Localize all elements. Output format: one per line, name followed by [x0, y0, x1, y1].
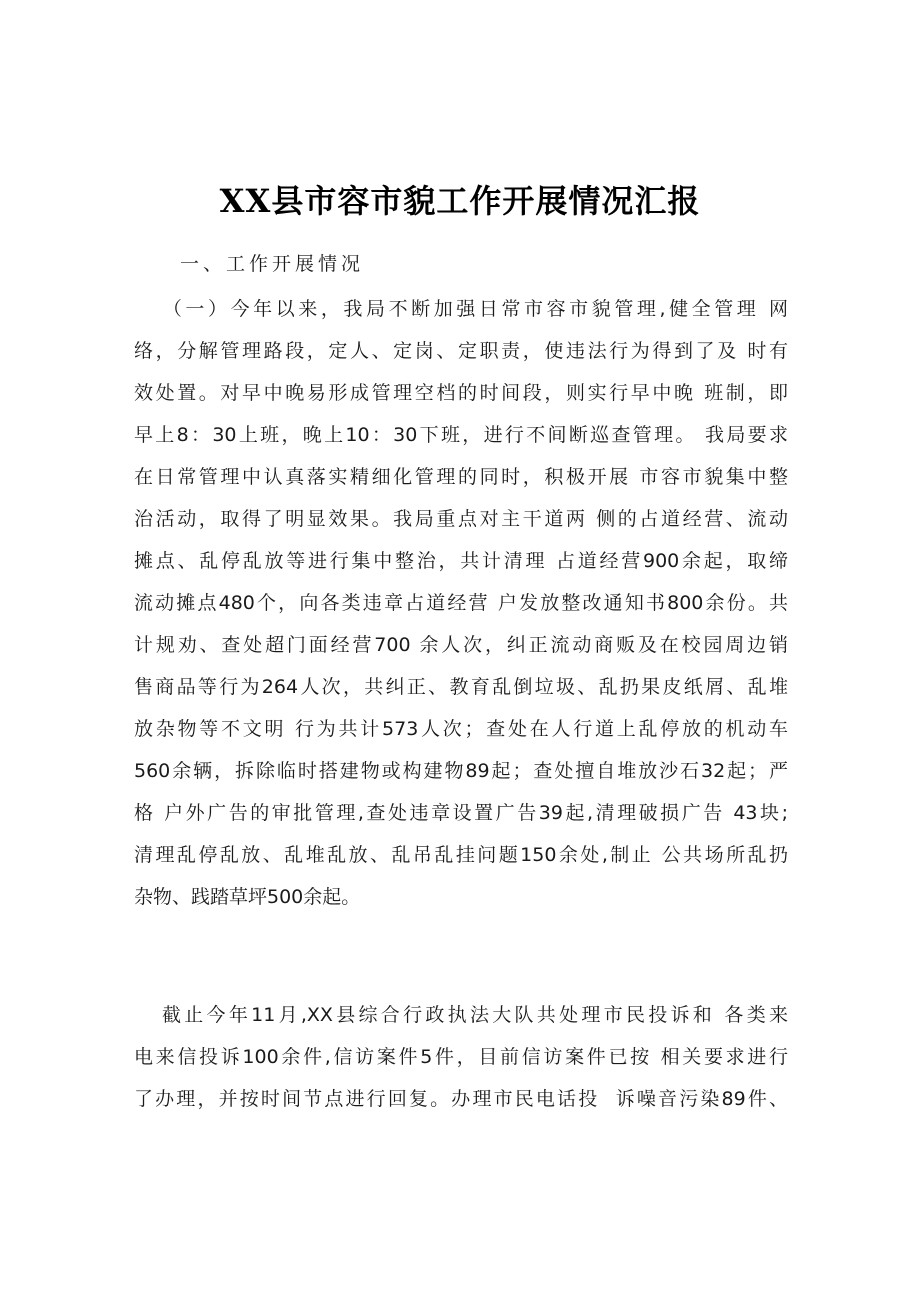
document-title: XX县市容市貌工作开展情况汇报 — [219, 182, 701, 220]
paragraph-line: 早上8：30上班，晚上10：30下班，进行不间断巡查管理。 我局要求 — [134, 424, 788, 446]
paragraph-line: 截止今年11月,XX县综合行政执法大队共处理市民投诉和 各类来 — [134, 1004, 788, 1026]
paragraph-line: 杂物、践踏草坪500余起。 — [134, 886, 361, 908]
paragraph-line: 治活动，取得了明显效果。我局重点对主干道两 侧的占道经营、流动 — [134, 508, 788, 530]
paragraph-line: 摊点、乱停乱放等进行集中整治，共计清理 占道经营900余起，取缔 — [134, 550, 788, 572]
paragraph-line: 了办理，并按时间节点进行回复。办理市民电话投 诉噪音污染89件、 — [134, 1088, 788, 1110]
paragraph-line: 在日常管理中认真落实精细化管理的同时，积极开展 市容市貌集中整 — [134, 466, 788, 488]
paragraph-line: 流动摊点480个，向各类违章占道经营 户发放整改通知书800余份。共 — [134, 592, 788, 614]
paragraph-line: 电来信投诉100余件,信访案件5件，目前信访案件已按 相关要求进行 — [134, 1046, 788, 1068]
paragraph-line: 络，分解管理路段，定人、定岗、定职责，使违法行为得到了及 时有 — [134, 340, 788, 362]
section-heading: 一、工作开展情况 — [180, 253, 365, 275]
paragraph-line: 格 户外广告的审批管理,查处违章设置广告39起,清理破损广告 43块; — [134, 802, 788, 824]
paragraph-line: 放杂物等不文明 行为共计573人次；查处在人行道上乱停放的机动车 — [134, 718, 788, 740]
paragraph-line: 售商品等行为264人次，共纠正、教育乱倒垃圾、乱扔果皮纸屑、乱堆 — [134, 676, 788, 698]
paragraph-line: 效处置。对早中晚易形成管理空档的时间段，则实行早中晚 班制，即 — [134, 382, 788, 404]
paragraph-line: 清理乱停乱放、乱堆乱放、乱吊乱挂问题150余处,制止 公共场所乱扔 — [134, 844, 788, 866]
paragraph-line: 560余辆，拆除临时搭建物或构建物89起；查处擅自堆放沙石32起；严 — [134, 760, 788, 782]
paragraph-line: （一）今年以来，我局不断加强日常市容市貌管理,健全管理 网 — [134, 298, 788, 320]
paragraph-line: 计规劝、查处超门面经营700 余人次，纠正流动商贩及在校园周边销 — [134, 634, 788, 656]
